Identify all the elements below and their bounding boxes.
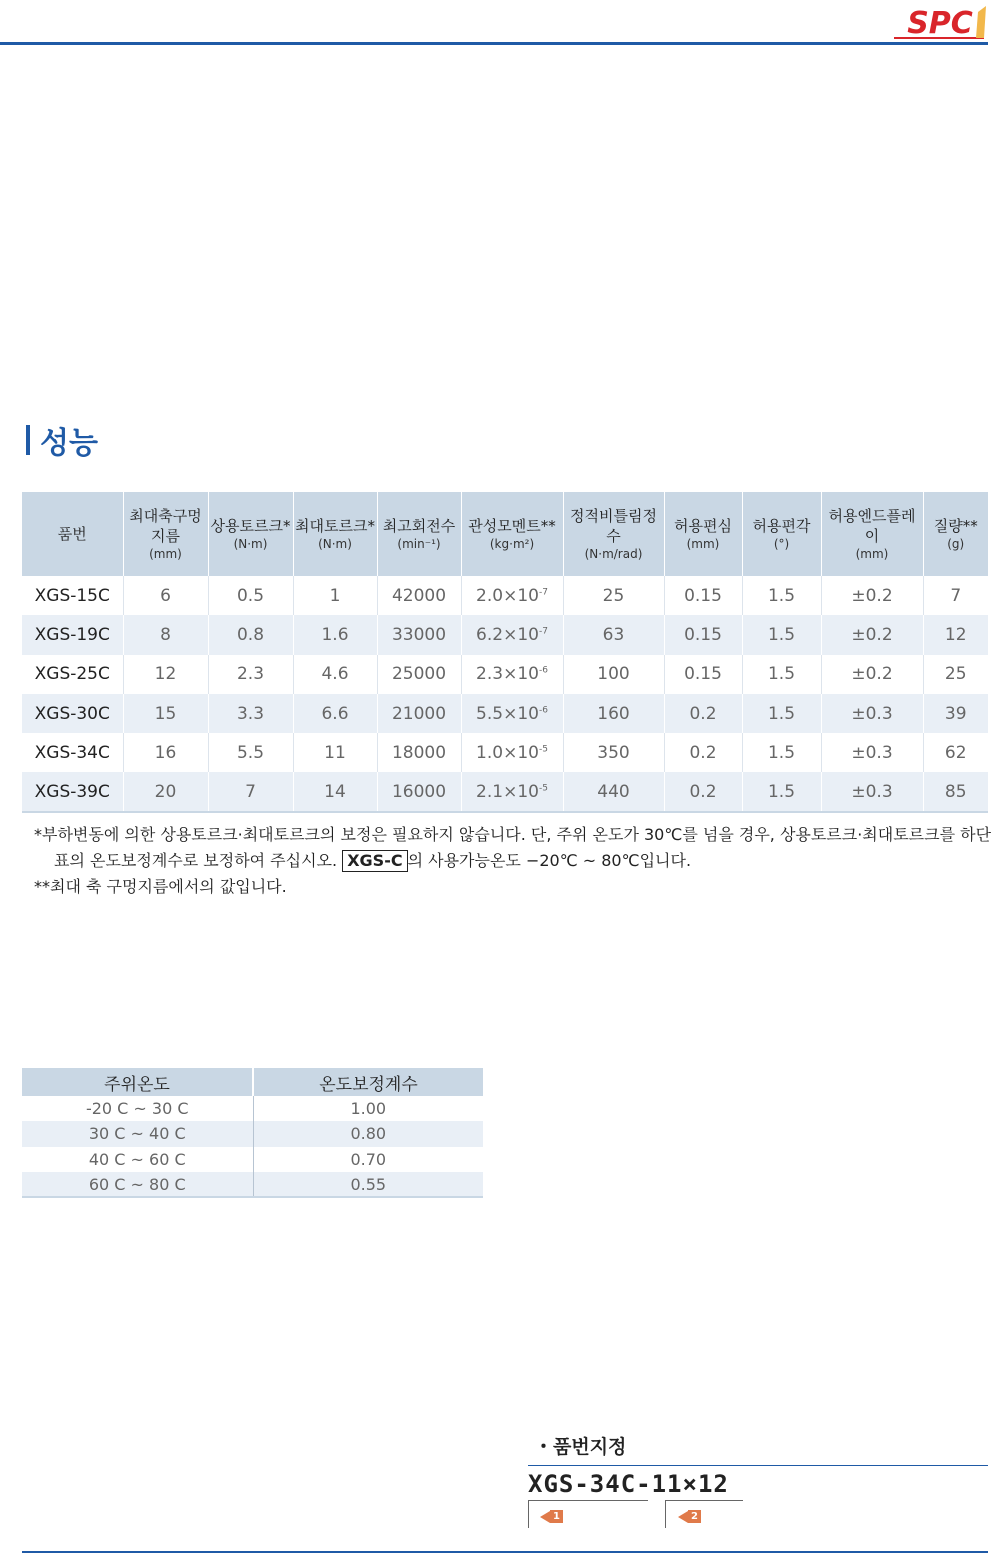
perf-header-0	[22, 492, 123, 576]
perf-header-label: 허용편심	[674, 516, 732, 535]
marker-1-arrow-icon	[540, 1511, 550, 1523]
cell-max: 4.6	[293, 655, 377, 694]
cell-stiffness: 350	[563, 733, 664, 772]
cell-speed: 18000	[377, 733, 461, 772]
cell-speed: 25000	[377, 655, 461, 694]
cell-model: XGS-39C	[22, 772, 123, 811]
cell-ecc: 0.2	[664, 733, 742, 772]
inertia-exponent: -5	[538, 744, 548, 755]
cell-bore: 8	[123, 615, 208, 654]
temp-cell-range: -20 C ~ 30 C	[22, 1096, 253, 1121]
table-row	[22, 772, 988, 811]
cell-inertia	[461, 655, 563, 694]
cell-angle: 1.5	[742, 772, 821, 811]
cell-angle: 1.5	[742, 694, 821, 733]
cell-inertia	[461, 576, 563, 615]
cell-max: 1.6	[293, 615, 377, 654]
cell-angle: 1.5	[742, 733, 821, 772]
cell-ecc: 0.2	[664, 694, 742, 733]
cell-endplay: ±0.3	[821, 694, 923, 733]
cell-angle: 1.5	[742, 576, 821, 615]
perf-header-unit: (mm)	[686, 537, 720, 552]
logo-text: SPC	[907, 6, 973, 41]
cell-rated: 0.5	[208, 576, 293, 615]
header-rule	[0, 42, 988, 45]
table-row	[22, 694, 988, 733]
temp-header-ambient: 주위온도	[22, 1068, 253, 1096]
cell-angle: 1.5	[742, 615, 821, 654]
cell-rated: 7	[208, 772, 293, 811]
inertia-exponent: -5	[538, 782, 548, 793]
marker-1-number: 1	[550, 1510, 563, 1523]
footer-rule	[22, 1551, 988, 1553]
note-1-line-2	[34, 848, 994, 874]
perf-header-unit: (kg·m²)	[489, 537, 535, 552]
temp-header-row	[22, 1068, 483, 1096]
section-bar	[26, 425, 30, 455]
cell-mass: 62	[923, 733, 988, 772]
inertia-base: 2.0×10	[476, 585, 539, 606]
note-1-line-1: *부하변동에 의한 상용토르크·최대토르크의 보정은 필요하지 않습니다. 단, 주위 온도가 30℃를 넘을 경우, 상용토르크·최대토르크를 하단	[34, 825, 992, 844]
notes	[34, 822, 994, 900]
perf-header-label: 최대토르크*	[295, 516, 375, 535]
cell-stiffness: 63	[563, 615, 664, 654]
perf-header-4	[377, 492, 461, 576]
cell-rated: 3.3	[208, 694, 293, 733]
cell-ecc: 0.15	[664, 655, 742, 694]
section-heading	[26, 418, 98, 462]
cell-endplay: ±0.3	[821, 772, 923, 811]
cell-mass: 25	[923, 655, 988, 694]
cell-bore: 16	[123, 733, 208, 772]
inertia-exponent: -6	[538, 665, 548, 676]
perf-header-label: 관성모멘트**	[468, 516, 556, 535]
cell-model: XGS-30C	[22, 694, 123, 733]
temp-cell-range: 40 C ~ 60 C	[22, 1147, 253, 1172]
inertia-exponent: -7	[538, 626, 548, 637]
inertia-base: 2.1×10	[476, 781, 539, 802]
cell-inertia	[461, 733, 563, 772]
cell-stiffness: 25	[563, 576, 664, 615]
temp-cell-range: 60 C ~ 80 C	[22, 1172, 253, 1197]
spc-logo	[892, 2, 988, 42]
section-title: 성능	[40, 426, 98, 461]
cell-endplay: ±0.2	[821, 655, 923, 694]
cell-max: 6.6	[293, 694, 377, 733]
table-row	[22, 733, 988, 772]
perf-header-7	[664, 492, 742, 576]
perf-header-2	[208, 492, 293, 576]
cell-speed: 16000	[377, 772, 461, 811]
cell-model: XGS-34C	[22, 733, 123, 772]
marker-2-number: 2	[688, 1510, 701, 1523]
perf-header-unit: (mm)	[855, 547, 889, 562]
temp-cell-factor: 0.55	[253, 1172, 483, 1197]
cell-stiffness: 160	[563, 694, 664, 733]
cell-bore: 12	[123, 655, 208, 694]
perf-header-label: 최고회전수	[382, 516, 456, 535]
perf-header-1	[123, 492, 208, 576]
cell-inertia	[461, 694, 563, 733]
bracket-2	[665, 1500, 743, 1528]
marker-2-arrow-icon	[678, 1511, 688, 1523]
note-1-text: 표의 온도보정계수로 보정하여 주십시오.	[54, 851, 338, 870]
cell-bore: 15	[123, 694, 208, 733]
table-row	[22, 576, 988, 615]
inertia-base: 1.0×10	[476, 742, 539, 763]
cell-stiffness: 440	[563, 772, 664, 811]
perf-header-label: 최대축구멍지름	[129, 506, 202, 545]
cell-mass: 7	[923, 576, 988, 615]
perf-header-label: 상용토르크*	[210, 516, 291, 535]
cell-bore: 20	[123, 772, 208, 811]
perf-header-label: 정적비틀림정수	[570, 506, 657, 545]
temp-header-factor: 온도보정계수	[253, 1068, 483, 1096]
perf-header-label: 허용편각	[752, 516, 811, 535]
marker-2	[678, 1510, 701, 1523]
inertia-exponent: -6	[538, 704, 548, 715]
cell-model: XGS-15C	[22, 576, 123, 615]
cell-mass: 12	[923, 615, 988, 654]
perf-header-3	[293, 492, 377, 576]
temp-cell-factor: 0.70	[350, 1149, 387, 1169]
perf-header-unit: (N·m/rad)	[584, 547, 643, 562]
temp-cell-factor: 1.00	[350, 1099, 387, 1119]
cell-speed: 42000	[377, 576, 461, 615]
inertia-base: 5.5×10	[476, 703, 539, 724]
model-series-box: XGS-C	[342, 850, 407, 872]
perf-header-unit: (N·m)	[318, 537, 352, 552]
cell-endplay: ±0.3	[821, 733, 923, 772]
note-2: **최대 축 구멍지름에서의 값입니다.	[34, 877, 287, 896]
ordering-section	[528, 1432, 988, 1534]
temperature-correction-table	[22, 1068, 483, 1198]
temp-cell-range: 30 C ~ 40 C	[22, 1121, 253, 1146]
cell-bore: 6	[123, 576, 208, 615]
inertia-base: 2.3×10	[476, 664, 539, 685]
ordering-rule	[528, 1465, 988, 1466]
perf-header-5	[461, 492, 563, 576]
perf-header-10	[923, 492, 988, 576]
table-row	[22, 655, 988, 694]
cell-inertia	[461, 772, 563, 811]
ordering-code: XGS-34C-11×12	[528, 1470, 729, 1498]
cell-mass: 85	[923, 772, 988, 811]
ordering-title: ・품번지정	[534, 1436, 627, 1458]
ordering-brackets	[528, 1500, 988, 1534]
cell-rated: 5.5	[208, 733, 293, 772]
cell-max: 11	[293, 733, 377, 772]
perf-header-label: 허용엔드플레이	[828, 506, 916, 545]
perf-header-6	[563, 492, 664, 576]
cell-stiffness: 100	[563, 655, 664, 694]
perf-header-unit: (N·m)	[233, 537, 268, 552]
cell-endplay: ±0.2	[821, 615, 923, 654]
temp-cell-factor: 0.80	[253, 1121, 483, 1146]
perf-header-unit: (°)	[773, 537, 790, 552]
cell-angle: 1.5	[742, 655, 821, 694]
performance-table	[22, 492, 988, 813]
cell-endplay: ±0.2	[821, 576, 923, 615]
cell-model: XGS-19C	[22, 615, 123, 654]
marker-1	[540, 1510, 563, 1523]
perf-header-label: 품번	[57, 524, 87, 543]
table-row	[22, 1172, 483, 1197]
table-row	[22, 1096, 483, 1121]
cell-mass: 39	[923, 694, 988, 733]
inertia-exponent: -7	[538, 586, 548, 597]
perf-header-unit: (min⁻¹)	[397, 537, 441, 552]
cell-max: 1	[293, 576, 377, 615]
cell-ecc: 0.15	[664, 576, 742, 615]
cell-model: XGS-25C	[22, 655, 123, 694]
inertia-base: 6.2×10	[476, 624, 539, 645]
cell-ecc: 0.2	[664, 772, 742, 811]
cell-rated: 0.8	[208, 615, 293, 654]
cell-max: 14	[293, 772, 377, 811]
table-row	[22, 615, 988, 654]
table-row	[22, 1147, 483, 1172]
perf-header-unit: (g)	[947, 537, 965, 552]
table-row	[22, 1121, 483, 1146]
cell-speed: 21000	[377, 694, 461, 733]
perf-header-9	[821, 492, 923, 576]
note-1-temp: 의 사용가능온도 −20℃ ~ 80℃입니다.	[407, 851, 692, 870]
performance-header-row	[22, 492, 988, 576]
cell-rated: 2.3	[208, 655, 293, 694]
perf-header-8	[742, 492, 821, 576]
perf-header-label: 질량**	[933, 516, 978, 535]
cell-speed: 33000	[377, 615, 461, 654]
perf-header-unit: (mm)	[149, 547, 182, 562]
cell-inertia	[461, 615, 563, 654]
cell-ecc: 0.15	[664, 615, 742, 654]
